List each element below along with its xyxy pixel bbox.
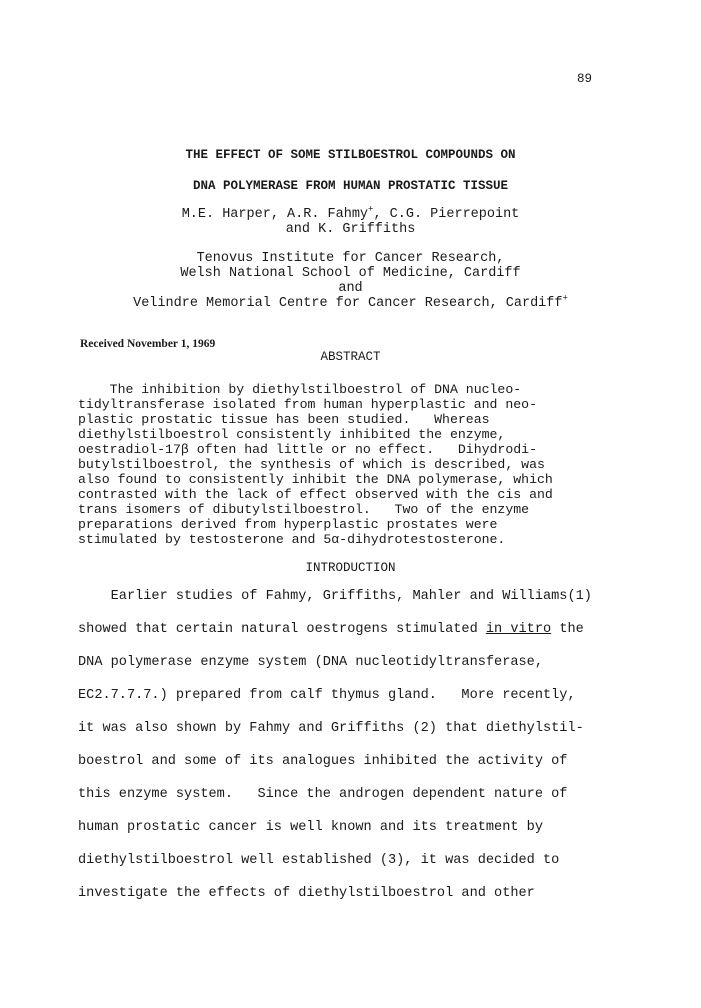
introduction-heading: INTRODUCTION — [305, 561, 396, 575]
author-names-a: M.E. Harper, A.R. Fahmy — [181, 207, 369, 222]
affiliation-line-2: Welsh National School of Medicine, Cardiff — [180, 266, 521, 281]
intro-line: investigate the effects of diethylstilboestrol and other — [78, 886, 535, 901]
affiliation-line-4 — [0, 293, 701, 311]
intro-line: boestrol and some of its analogues inhibited the activity of — [78, 754, 568, 769]
intro-line: human prostatic cancer is well known and its treatment by — [78, 820, 543, 835]
abstract-heading: ABSTRACT — [320, 350, 381, 364]
affiliation-line-1: Tenovus Institute for Cancer Research, — [196, 251, 505, 266]
abstract-line: trans isomers of dibutylstilboestrol. Two of the enzyme — [78, 502, 530, 517]
abstract-line: diethylstilboestrol consistently inhibited the enzyme, — [78, 427, 506, 442]
abstract-line: stimulated by testosterone and 5α-dihydrotestosterone. — [78, 532, 506, 547]
abstract-line: preparations derived from hyperplastic prostates were — [78, 517, 498, 532]
intro-line: Earlier studies of Fahmy, Griffiths, Mahler and Williams(1) — [78, 589, 592, 604]
affiliation-line-3: and — [338, 281, 363, 296]
abstract-line: tidyltransferase isolated from human hyperplastic and neo- — [78, 397, 537, 412]
abstract-line: oestradiol-17β often had little or no effect. Dihydrodi- — [78, 442, 537, 457]
abstract-line: plastic prostatic tissue has been studied. Whereas — [78, 412, 490, 427]
intro-line: it was also shown by Fahmy and Griffiths (2) that diethylstil- — [78, 721, 584, 736]
intro-line: this enzyme system. Since the androgen dependent nature of — [78, 787, 568, 802]
in-vitro-emphasis: in vitro — [485, 622, 552, 637]
title-line-2: DNA POLYMERASE FROM HUMAN PROSTATIC TISSUE — [192, 179, 509, 193]
abstract-line: also found to consistently inhibit the DNA polymerase, which — [78, 472, 553, 487]
page-number: 89 — [577, 72, 593, 86]
abstract-line: contrasted with the lack of effect observed with the cis and — [78, 487, 553, 502]
affiliation-centre: Velindre Memorial Centre for Cancer Research, Cardiff — [133, 296, 563, 311]
intro-line: EC2.7.7.7.) prepared from calf thymus gland. More recently, — [78, 688, 576, 703]
intro-line — [78, 622, 584, 637]
author-line-2: and K. Griffiths — [285, 222, 416, 237]
received-date: Received November 1, 1969 — [80, 338, 216, 350]
title-line-1: THE EFFECT OF SOME STILBOESTROL COMPOUNDS ON — [185, 148, 516, 162]
author-line-1 — [0, 204, 701, 222]
intro-line: DNA polymerase enzyme system (DNA nucleotidyltransferase, — [78, 655, 543, 670]
author-names-b: , C.G. Pierrepoint — [373, 207, 520, 222]
intro-text: the — [551, 622, 584, 637]
intro-text: showed that certain natural oestrogens stimulated — [78, 622, 486, 637]
dagger-mark-2: + — [562, 293, 568, 304]
intro-line: diethylstilboestrol well established (3), it was decided to — [78, 853, 560, 868]
abstract-line: butylstilboestrol, the synthesis of which is described, was — [78, 457, 545, 472]
dagger-mark-1: + — [368, 204, 374, 215]
abstract-line: The inhibition by diethylstilboestrol of DNA nucleo- — [78, 382, 522, 397]
